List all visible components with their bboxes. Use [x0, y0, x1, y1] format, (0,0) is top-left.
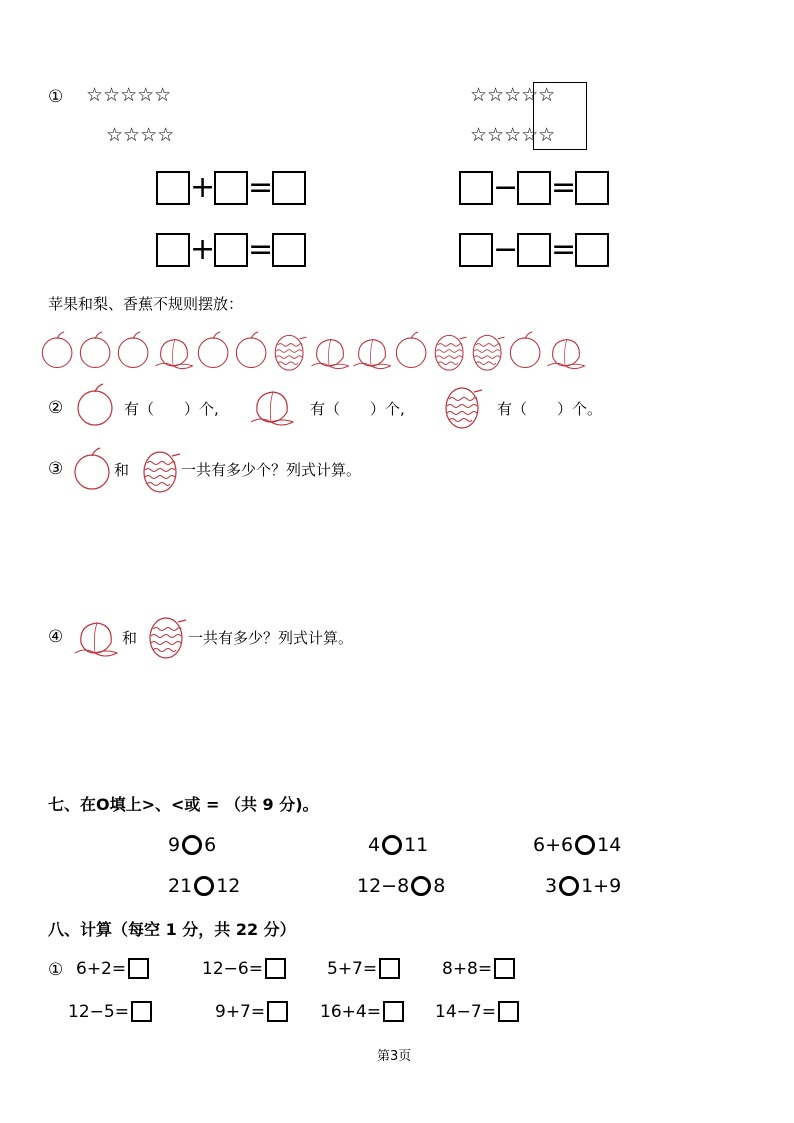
compare-item	[368, 834, 428, 856]
right-stars-row-1-boxed: ☆☆	[521, 84, 556, 106]
subtraction-equation-2	[459, 230, 609, 270]
peach-icon	[544, 328, 588, 374]
answer-box[interactable]	[131, 1001, 152, 1022]
peach-icon	[152, 328, 196, 374]
answer-box[interactable]	[156, 171, 190, 205]
compare-left: 12−8	[357, 875, 410, 897]
peach-icon	[247, 382, 297, 432]
compare-right: 14	[597, 834, 622, 856]
banana-icon	[144, 612, 190, 664]
calc-expression: 12−5=	[68, 1001, 129, 1022]
q1-marker: ①	[48, 87, 64, 107]
compare-left: 21	[168, 875, 193, 897]
calc-item	[202, 958, 286, 979]
answer-box[interactable]	[575, 171, 609, 205]
compare-right: 1+9	[581, 875, 622, 897]
section7-heading: 七、在O填上>、<或 = （共 9 分)。	[48, 795, 319, 814]
apple-icon	[232, 328, 272, 374]
section8-heading: 八、计算（每空 1 分，共 22 分）	[48, 920, 296, 939]
calc-item	[442, 958, 515, 979]
addition-equation-1	[156, 168, 306, 208]
compare-right: 11	[404, 834, 429, 856]
compare-item	[533, 834, 621, 856]
answer-box[interactable]	[214, 233, 248, 267]
q4-and: 和	[122, 629, 138, 647]
compare-circle[interactable]	[194, 876, 214, 896]
left-stars-row-2: ☆☆☆☆	[106, 124, 175, 146]
plus-sign: +	[190, 232, 216, 267]
compare-right: 6	[204, 834, 217, 856]
apple-icon	[506, 328, 546, 374]
q2-marker: ②	[48, 398, 64, 418]
apple-icon	[38, 328, 78, 374]
right-stars-row-1-plain: ☆☆☆	[470, 84, 522, 106]
peach-icon	[71, 613, 121, 663]
calc-expression: 5+7=	[327, 958, 378, 979]
answer-box[interactable]	[459, 171, 493, 205]
q4-marker: ④	[48, 627, 64, 647]
apple-icon	[70, 446, 116, 496]
apple-count-prompt: 有（ ）个,	[124, 400, 219, 418]
subtraction-equation-1	[459, 168, 609, 208]
calc-expression: 12−6=	[202, 958, 263, 979]
banana-icon	[430, 328, 470, 374]
apple-icon	[392, 328, 432, 374]
equals-sign: =	[551, 232, 577, 267]
equals-sign: =	[551, 170, 577, 205]
apple-icon	[194, 328, 234, 374]
q3-marker: ③	[48, 459, 64, 479]
answer-box[interactable]	[267, 1001, 288, 1022]
q3-question: 一共有多少个？列式计算。	[181, 461, 362, 479]
compare-circle[interactable]	[575, 835, 595, 855]
compare-circle[interactable]	[411, 876, 431, 896]
banana-icon	[138, 446, 184, 498]
banana-icon	[468, 328, 508, 374]
right-stars-row-2-boxed: ☆☆	[521, 124, 556, 146]
q3-and: 和	[114, 461, 130, 479]
compare-item	[357, 875, 445, 897]
apple-icon	[76, 328, 116, 374]
fruit-intro-text: 苹果和梨、香蕉不规则摆放：	[48, 295, 244, 313]
peach-icon	[350, 328, 394, 374]
answer-box[interactable]	[517, 171, 551, 205]
answer-box[interactable]	[272, 171, 306, 205]
right-stars-row-2-plain: ☆☆☆	[470, 124, 522, 146]
answer-box[interactable]	[383, 1001, 404, 1022]
compare-item	[168, 875, 240, 897]
answer-box[interactable]	[517, 233, 551, 267]
minus-sign: −	[493, 232, 519, 267]
compare-circle[interactable]	[559, 876, 579, 896]
peach-count-prompt: 有（ ）个,	[310, 400, 405, 418]
answer-box[interactable]	[575, 233, 609, 267]
calc-item	[327, 958, 400, 979]
left-stars-row-1: ☆☆☆☆☆	[86, 84, 172, 106]
calc-marker: ①	[48, 960, 64, 980]
equals-sign: =	[248, 232, 274, 267]
calc-expression: 6+2=	[76, 958, 127, 979]
calc-item	[215, 1001, 288, 1022]
peach-icon	[308, 328, 352, 374]
answer-box[interactable]	[214, 171, 248, 205]
addition-equation-2	[156, 230, 306, 270]
apple-icon	[114, 328, 154, 374]
compare-left: 4	[368, 834, 381, 856]
banana-icon	[440, 382, 486, 434]
answer-box[interactable]	[272, 233, 306, 267]
compare-item	[168, 834, 216, 856]
grouping-bracket-box	[533, 82, 587, 150]
answer-box[interactable]	[494, 958, 515, 979]
calc-expression: 16+4=	[320, 1001, 381, 1022]
calc-item	[76, 958, 149, 979]
compare-right: 12	[216, 875, 241, 897]
calc-item	[435, 1001, 519, 1022]
calc-expression: 14−7=	[435, 1001, 496, 1022]
banana-count-prompt: 有（ ）个。	[497, 400, 603, 418]
compare-right: 8	[433, 875, 446, 897]
answer-box[interactable]	[156, 233, 190, 267]
q4-question: 一共有多少？列式计算。	[188, 629, 354, 647]
compare-circle[interactable]	[182, 835, 202, 855]
calc-item	[320, 1001, 404, 1022]
plus-sign: +	[190, 170, 216, 205]
calc-expression: 8+8=	[442, 958, 493, 979]
answer-box[interactable]	[265, 958, 286, 979]
compare-left: 6+6	[533, 834, 574, 856]
compare-item	[545, 875, 621, 897]
calc-item	[68, 1001, 152, 1022]
page-number: 第3页	[377, 1049, 412, 1064]
answer-box[interactable]	[128, 958, 149, 979]
compare-circle[interactable]	[382, 835, 402, 855]
compare-left: 3	[545, 875, 558, 897]
answer-box[interactable]	[459, 233, 493, 267]
answer-box[interactable]	[498, 1001, 519, 1022]
answer-box[interactable]	[379, 958, 400, 979]
compare-left: 9	[168, 834, 181, 856]
banana-icon	[270, 328, 310, 374]
apple-icon	[73, 382, 119, 432]
fruit-strip	[38, 328, 608, 374]
calc-expression: 9+7=	[215, 1001, 266, 1022]
minus-sign: −	[493, 170, 519, 205]
equals-sign: =	[248, 170, 274, 205]
